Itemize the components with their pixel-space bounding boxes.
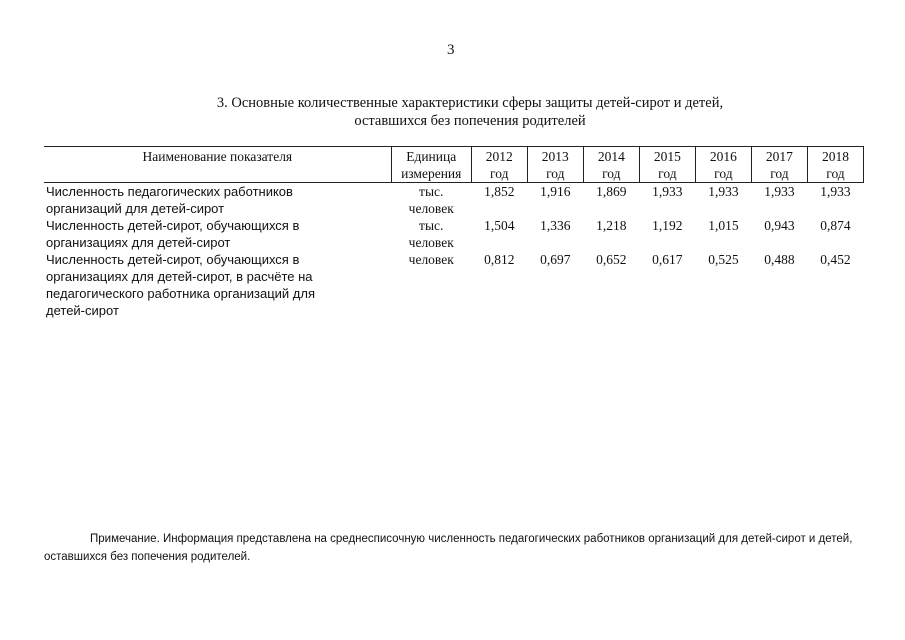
value-cell: 1,218	[596, 218, 627, 233]
header-year-label: год	[770, 166, 789, 181]
value-cell: 1,933	[764, 184, 795, 199]
header-year-label: год	[714, 166, 733, 181]
header-unit-line-1: Единица	[406, 149, 457, 164]
header-year: 2017	[765, 149, 793, 164]
indicator-name-line: организациях для детей-сирот, в расчёте на	[46, 269, 313, 284]
value-cell: 0,452	[820, 252, 851, 267]
unit-line: тыс.	[419, 184, 444, 199]
page-number: 3	[447, 42, 455, 58]
header-year-2018	[807, 147, 863, 183]
header-year-label: год	[490, 166, 509, 181]
value-cell: 0,525	[708, 252, 739, 267]
indicator-name-line: Численность педагогических работников	[46, 184, 293, 199]
indicator-name-line: детей-сирот	[46, 303, 119, 318]
unit-cell	[391, 251, 471, 319]
indicator-name-line: педагогического работника организаций для	[46, 286, 315, 301]
indicator-name-line: Численность детей-сирот, обучающихся в	[46, 252, 300, 267]
value-cell: 1,933	[820, 184, 851, 199]
section-title	[150, 94, 790, 130]
header-year: 2013	[541, 149, 569, 164]
header-year-label: год	[602, 166, 621, 181]
header-year-2017	[751, 147, 807, 183]
indicator-name	[44, 251, 391, 319]
header-year: 2012	[485, 149, 513, 164]
indicator-name	[44, 217, 391, 251]
header-year: 2014	[597, 149, 625, 164]
value-cell: 1,933	[708, 184, 739, 199]
value-cell: 0,812	[484, 252, 515, 267]
table-row	[44, 183, 864, 218]
indicator-name-line: организациях для детей-сирот	[46, 235, 231, 250]
unit-line: тыс.	[419, 218, 444, 233]
unit-cell	[391, 183, 471, 218]
header-indicator-name: Наименование показателя	[44, 147, 391, 183]
indicator-name-line: Численность детей-сирот, обучающихся в	[46, 218, 300, 233]
value-cell: 1,916	[540, 184, 571, 199]
header-year-label: год	[546, 166, 565, 181]
value-cell: 1,015	[708, 218, 739, 233]
header-unit-line-2: измерения	[401, 166, 462, 181]
value-cell: 1,933	[652, 184, 683, 199]
footnote: Примечание. Информация представлена на среднесписочную численность педагогических работников организаций для детей-сирот и детей, оставшихся без попечения родителей.	[44, 533, 853, 563]
header-year-2015	[639, 147, 695, 183]
header-year-label: год	[658, 166, 677, 181]
indicator-name	[44, 183, 391, 218]
header-year-label: год	[826, 166, 845, 181]
value-cell: 0,617	[652, 252, 683, 267]
value-cell: 1,504	[484, 218, 515, 233]
indicators-table	[44, 146, 864, 319]
value-cell: 1,192	[652, 218, 683, 233]
value-cell: 0,488	[764, 252, 795, 267]
value-cell: 1,852	[484, 184, 515, 199]
unit-line: человек	[408, 201, 454, 216]
header-year: 2015	[653, 149, 681, 164]
section-title-line-2: оставшихся без попечения родителей	[354, 113, 586, 129]
unit-line: человек	[408, 252, 454, 267]
table-header-row	[44, 147, 864, 183]
unit-cell	[391, 217, 471, 251]
unit-line: человек	[408, 235, 454, 250]
value-cell: 0,874	[820, 218, 851, 233]
value-cell: 1,336	[540, 218, 571, 233]
table-row	[44, 217, 864, 251]
header-year: 2018	[821, 149, 849, 164]
value-cell: 0,943	[764, 218, 795, 233]
header-year-2014	[583, 147, 639, 183]
header-year-2016	[695, 147, 751, 183]
value-cell: 1,869	[596, 184, 627, 199]
value-cell: 0,697	[540, 252, 571, 267]
header-year-2013	[527, 147, 583, 183]
section-title-line-1: 3. Основные количественные характеристики сферы защиты детей-сирот и детей,	[216, 95, 724, 111]
header-year-2012	[471, 147, 527, 183]
indicator-name-line: организаций для детей-сирот	[46, 201, 225, 216]
table-row	[44, 251, 864, 319]
value-cell: 0,652	[596, 252, 627, 267]
header-unit	[391, 147, 471, 183]
header-year: 2016	[709, 149, 737, 164]
